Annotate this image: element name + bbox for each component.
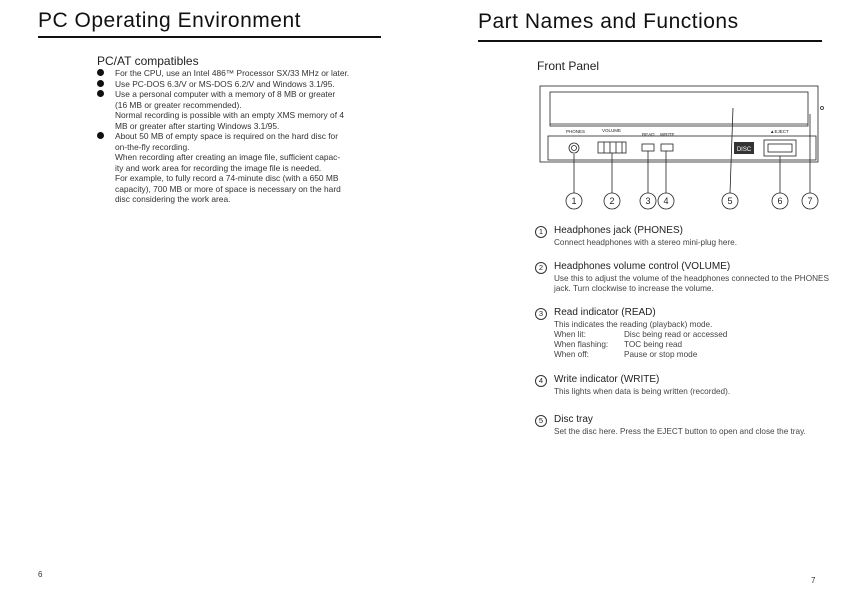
right-title-rule bbox=[478, 40, 822, 42]
callout-number: 1 bbox=[571, 196, 577, 206]
item-description: Connect headphones with a stereo mini-plug here. bbox=[554, 238, 737, 247]
item-description bbox=[554, 320, 830, 360]
bullet-line: About 50 MB of empty space is required on the hard disc for bbox=[115, 131, 338, 141]
callout-number: 2 bbox=[609, 196, 615, 206]
bullet-icon bbox=[97, 80, 104, 87]
bullet-icon bbox=[97, 90, 104, 97]
indicator-state-row bbox=[554, 350, 830, 360]
write-indicator-light bbox=[661, 144, 673, 151]
indicator-state-row bbox=[554, 340, 830, 350]
state-value: Pause or stop mode bbox=[624, 350, 698, 359]
eject-button bbox=[764, 140, 796, 156]
page-number-left: 6 bbox=[38, 570, 43, 579]
eject-label: ▲EJECT bbox=[770, 129, 789, 134]
headphone-jack-icon bbox=[569, 143, 579, 153]
side-screw bbox=[821, 107, 824, 110]
item-title: Disc tray bbox=[554, 414, 593, 425]
item-title: Read indicator (READ) bbox=[554, 307, 656, 318]
state-label: When flashing: bbox=[554, 340, 609, 349]
item-description: Use this to adjust the volume of the headphones connected to the PHONES jack. Turn clockwise to increase the volume. bbox=[554, 274, 829, 293]
pc-at-subtitle: PC/AT compatibles bbox=[97, 54, 199, 68]
bullet-line: disc considering the work area. bbox=[115, 194, 231, 204]
front-panel-diagram bbox=[538, 84, 828, 216]
item-title: Write indicator (WRITE) bbox=[554, 374, 660, 385]
read-indicator-light bbox=[642, 144, 654, 151]
state-label: When lit: bbox=[554, 330, 586, 339]
bullet-line: Use PC-DOS 6.3/V or MS-DOS 6.2/V and Windows 3.1/95. bbox=[115, 78, 335, 89]
bullet-line: capacity), 700 MB or more of space is necessary on the hard bbox=[115, 183, 341, 194]
eject-button-inner bbox=[768, 144, 792, 152]
disc-tray-outline bbox=[550, 92, 808, 126]
front-panel-heading: Front Panel bbox=[537, 59, 600, 73]
disc-logo-label: DISC bbox=[736, 147, 752, 153]
bullet-item bbox=[97, 68, 387, 79]
bullet-line: ity and work area for recording the image file is needed. bbox=[115, 162, 322, 173]
read-label: READ bbox=[642, 132, 655, 137]
bullet-item bbox=[97, 79, 387, 90]
volume-label: VOLUME bbox=[602, 128, 622, 133]
bullet-line: (16 MB or greater recommended). bbox=[115, 99, 242, 110]
item-description: Set the disc here. Press the EJECT button to open and close the tray. bbox=[554, 427, 806, 436]
headphone-jack-inner bbox=[572, 146, 577, 151]
item-title: Headphones volume control (VOLUME) bbox=[554, 261, 731, 272]
item-number-badge: 1 bbox=[535, 226, 547, 238]
item-description-line: This indicates the reading (playback) mode. bbox=[554, 320, 713, 329]
write-label: WRITE bbox=[660, 132, 675, 137]
right-page-title: Part Names and Functions bbox=[478, 10, 739, 33]
bullet-item bbox=[97, 89, 387, 131]
callout-number: 6 bbox=[777, 196, 783, 206]
requirements-list bbox=[97, 68, 387, 205]
bullet-icon bbox=[97, 132, 104, 139]
callout-number: 4 bbox=[663, 196, 669, 206]
left-page-title: PC Operating Environment bbox=[38, 9, 301, 32]
bullet-line: When recording after creating an image file, sufficient capac- bbox=[115, 152, 341, 162]
left-title-rule bbox=[38, 36, 381, 38]
item-title: Headphones jack (PHONES) bbox=[554, 225, 683, 236]
state-value: Disc being read or accessed bbox=[624, 330, 728, 339]
bullet-line: on-the-fly recording. bbox=[115, 141, 190, 152]
bullet-icon bbox=[97, 69, 104, 76]
bullet-line: Normal recording is possible with an empty XMS memory of 4 bbox=[115, 110, 344, 120]
item-description: This lights when data is being written (recorded). bbox=[554, 387, 731, 396]
bullet-line: Use a personal computer with a memory of 8 MB or greater bbox=[115, 89, 336, 99]
bullet-line: MB or greater after starting Windows 3.1/95. bbox=[115, 120, 280, 131]
phones-label: PHONES bbox=[566, 129, 586, 134]
item-number-badge: 2 bbox=[535, 262, 547, 274]
state-label: When off: bbox=[554, 350, 589, 359]
item-number-badge: 4 bbox=[535, 375, 547, 387]
bullet-line: For the CPU, use an Intel 486™ Processor SX/33 MHz or later. bbox=[115, 68, 350, 78]
callout-number: 7 bbox=[807, 196, 813, 206]
indicator-state-row bbox=[554, 330, 830, 340]
page-number-right: 7 bbox=[811, 576, 816, 585]
state-value: TOC being read bbox=[624, 340, 683, 349]
item-number-badge: 3 bbox=[535, 308, 547, 320]
callout-number: 5 bbox=[727, 196, 733, 206]
bullet-item bbox=[97, 131, 387, 205]
bullet-line: For example, to fully record a 74-minute disc (with a 650 MB bbox=[115, 173, 339, 183]
callout-number: 3 bbox=[645, 196, 651, 206]
item-number-badge: 5 bbox=[535, 415, 547, 427]
